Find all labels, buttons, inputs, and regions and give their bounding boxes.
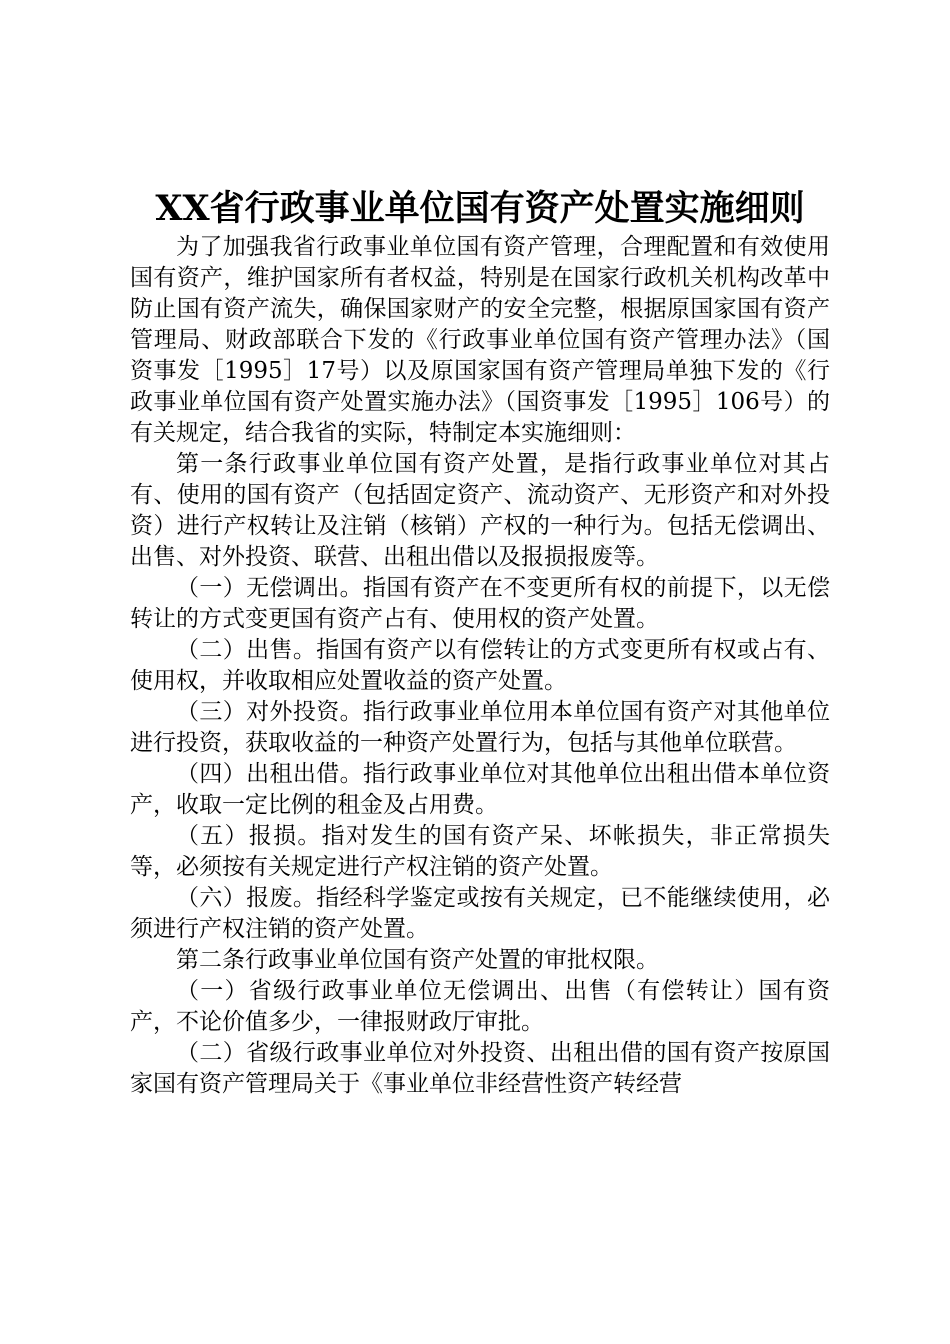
paragraph-article-2: 第二条行政事业单位国有资产处置的审批权限。 (176, 947, 659, 973)
paragraph-intro: 为了加强我省行政事业单位国有资产管理，合理配置和有效使用国有资产，维护国家所有者权益，特别是在国家行政机关机构改革中防止国有资产流失，确保国家财产的安全完整，根据原国家国有资产管理局、财政部联合下发的《行政事业单位国有资产管理办法》（国资事发［1995］17号）以及原国家国有资产管理局单独下发的《行政事业单位国有资产处置实施办法》（国资事发［1995］106号）的有关规定，结合我省的实际，特制定本实施细则： (130, 234, 830, 446)
paragraph-item-2: （二）出售。指国有资产以有偿转让的方式变更所有权或占有、使用权，并收取相应处置收益的资产处置。 (130, 637, 830, 694)
document-body (130, 232, 830, 1100)
document-title: XX省行政事业单位国有资产处置实施细则 (155, 188, 805, 229)
paragraph-article-2-item-2: （二）省级行政事业单位对外投资、出租出借的国有资产按原国家国有资产管理局关于《事业单位非经营性资产转经营 (130, 1040, 830, 1097)
paragraph-article-1: 第一条行政事业单位国有资产处置，是指行政事业单位对其占有、使用的国有资产（包括固定资产、流动资产、无形资产和对外投资）进行产权转让及注销（核销）产权的一种行为。包括无偿调出、出售、对外投资、联营、出租出借以及报损报废等。 (130, 451, 830, 570)
paragraph-article-2-item-1: （一）省级行政事业单位无偿调出、出售（有偿转让）国有资产，不论价值多少，一律报财政厅审批。 (130, 978, 830, 1035)
paragraph-item-4: （四）出租出借。指行政事业单位对其他单位出租出借本单位资产，收取一定比例的租金及占用费。 (130, 761, 830, 818)
paragraph-item-6: （六）报废。指经科学鉴定或按有关规定，已不能继续使用，必须进行产权注销的资产处置。 (130, 885, 830, 942)
paragraph-item-3: （三）对外投资。指行政事业单位用本单位国有资产对其他单位进行投资，获取收益的一种资产处置行为，包括与其他单位联营。 (130, 699, 830, 756)
paragraph-item-1: （一）无偿调出。指国有资产在不变更所有权的前提下，以无偿转让的方式变更国有资产占有、使用权的资产处置。 (130, 575, 830, 632)
paragraph-item-5: （五）报损。指对发生的国有资产呆、坏帐损失，非正常损失等，必须按有关规定进行产权注销的资产处置。 (130, 823, 830, 880)
